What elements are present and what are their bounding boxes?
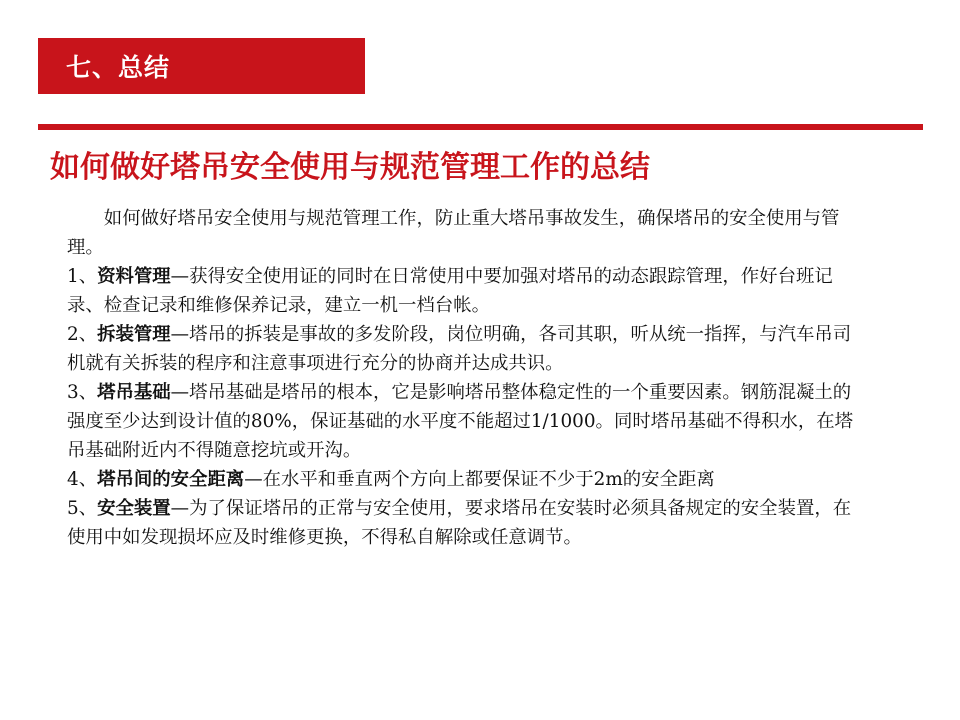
section-label: 七、总结: [66, 53, 171, 82]
item-text: —在水平和垂直两个方向上都要保证不少于2m的安全距离: [244, 469, 715, 490]
list-item: [67, 494, 867, 552]
list-item: [67, 465, 867, 494]
item-label: 塔吊间的安全距离: [97, 469, 245, 490]
content-body: [67, 204, 867, 552]
divider-bar: [38, 124, 923, 130]
list-item: [67, 262, 867, 320]
item-number: 5、: [67, 498, 98, 519]
item-text: —塔吊基础是塔吊的根本，它是影响塔吊整体稳定性的一个重要因素。钢筋混凝土的强度至少达到设计值的80%，保证基础的水平度不能超过1/1000。同时塔吊基础不得积水，在塔吊基础附近内不得随意挖坑或开沟。: [67, 382, 854, 461]
item-number: 4、: [67, 469, 98, 490]
item-text: —塔吊的拆装是事故的多发阶段，岗位明确，各司其职，听从统一指挥，与汽车吊司机就有关拆装的程序和注意事项进行充分的协商并达成共识。: [67, 324, 852, 374]
item-text: —获得安全使用证的同时在日常使用中要加强对塔吊的动态跟踪管理，作好台班记录、检查记录和维修保养记录，建立一机一档台帐。: [67, 266, 833, 316]
item-number: 1、: [67, 266, 98, 287]
list-item: [67, 378, 867, 465]
item-label: 塔吊基础: [97, 382, 171, 403]
item-number: 2、: [67, 324, 98, 345]
item-number: 3、: [67, 382, 98, 403]
section-banner: [38, 38, 365, 94]
intro-paragraph: 如何做好塔吊安全使用与规范管理工作，防止重大塔吊事故发生，确保塔吊的安全使用与管理。: [67, 208, 840, 258]
item-label: 安全装置: [97, 498, 171, 519]
list-item: [67, 320, 867, 378]
item-label: 拆装管理: [97, 324, 171, 345]
slide-title: 如何做好塔吊安全使用与规范管理工作的总结: [50, 150, 650, 185]
item-text: —为了保证塔吊的正常与安全使用，要求塔吊在安装时必须具备规定的安全装置，在使用中如发现损坏应及时维修更换，不得私自解除或任意调节。: [67, 498, 852, 548]
item-label: 资料管理: [97, 266, 171, 287]
